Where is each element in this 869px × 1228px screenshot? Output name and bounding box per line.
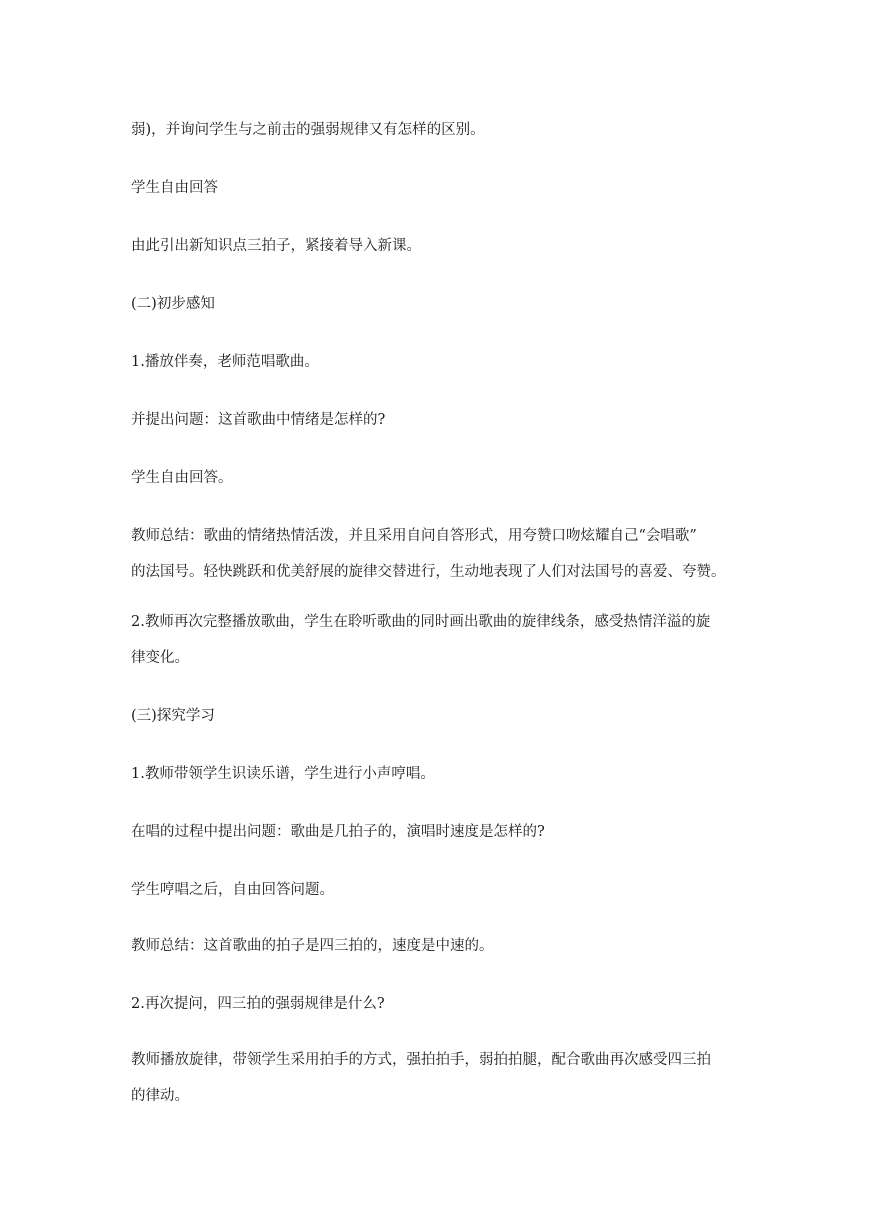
paragraph — [131, 1042, 746, 1114]
text-line: 1.教师带领学生识读乐谱，学生进行小声哼唱。 — [131, 766, 435, 782]
text-line: 教师播放旋律，带领学生采用拍手的方式，强拍拍手，弱拍拍腿，配合歌曲再次感受四三拍 — [131, 1052, 711, 1068]
paragraph — [131, 928, 746, 964]
text-line: 学生哼唱之后，自由回答问题。 — [131, 882, 334, 898]
paragraph — [131, 518, 746, 590]
paragraph — [131, 756, 746, 792]
paragraph — [131, 986, 746, 1022]
section-heading — [131, 698, 746, 734]
text-line: 学生自由回答。 — [131, 470, 233, 486]
text-line: 律变化。 — [131, 650, 189, 666]
paragraph — [131, 112, 746, 148]
text-line: 的律动。 — [131, 1088, 189, 1104]
paragraph — [131, 402, 746, 438]
paragraph — [131, 872, 746, 908]
text-line: 的法国号。轻快跳跃和优美舒展的旋律交替进行，生动地表现了人们对法国号的喜爱、夸赞。 — [131, 564, 726, 580]
text-line: 2.再次提问，四三拍的强弱规律是什么? — [131, 996, 385, 1012]
paragraph — [131, 604, 746, 676]
text-line: 并提出问题：这首歌曲中情绪是怎样的? — [131, 412, 386, 428]
text-line: 在唱的过程中提出问题：歌曲是几拍子的，演唱时速度是怎样的? — [131, 824, 545, 840]
text-line: 由此引出新知识点三拍子，紧接着导入新课。 — [131, 238, 421, 254]
text-line: 1.播放伴奏，老师范唱歌曲。 — [131, 354, 319, 370]
paragraph — [131, 170, 746, 206]
text-line: 2.教师再次完整播放歌曲，学生在聆听歌曲的同时画出歌曲的旋律线条，感受热情洋溢的旋 — [131, 614, 711, 630]
text-line: 教师总结：这首歌曲的拍子是四三拍的，速度是中速的。 — [131, 938, 494, 954]
paragraph — [131, 344, 746, 380]
paragraph — [131, 228, 746, 264]
paragraph — [131, 814, 746, 850]
section-heading — [131, 286, 746, 322]
text-line: 学生自由回答 — [131, 180, 218, 196]
text-line: (三)探究学习 — [131, 708, 215, 724]
text-line: 教师总结：歌曲的情绪热情活泼，并且采用自问自答形式，用夸赞口吻炫耀自己“会唱歌” — [131, 528, 697, 544]
text-line: (二)初步感知 — [131, 296, 215, 312]
text-line: 弱)，并询问学生与之前击的强弱规律又有怎样的区别。 — [131, 122, 485, 138]
paragraph — [131, 460, 746, 496]
